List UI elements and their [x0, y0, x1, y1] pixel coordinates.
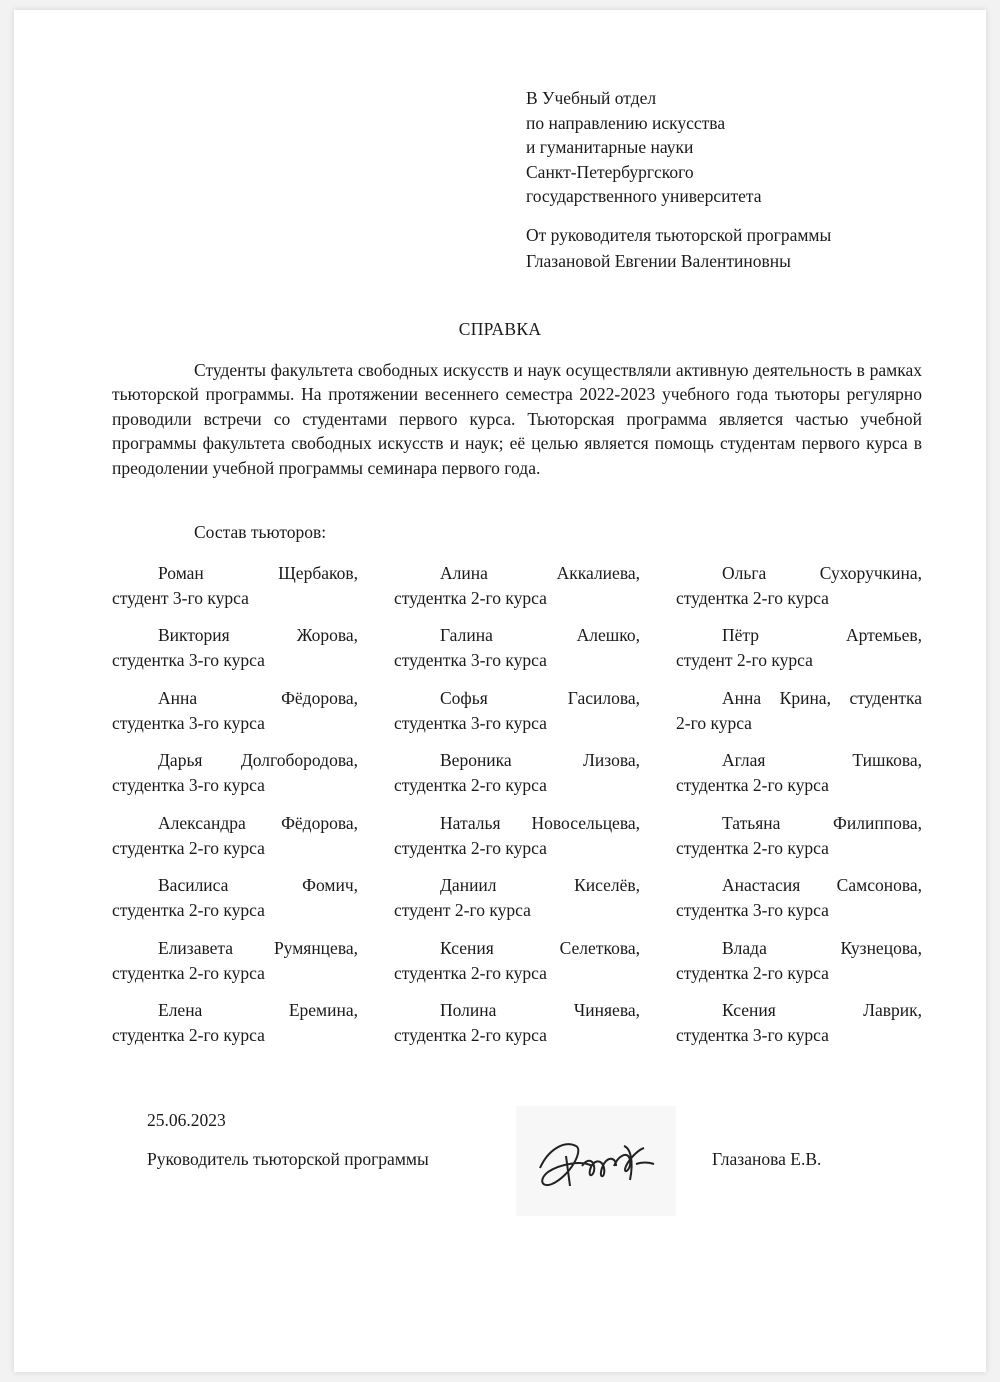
- tutor-name: Александра Фёдорова,: [158, 813, 358, 833]
- tutor-entry: [394, 561, 640, 611]
- tutor-status: студентка 3-го курса: [394, 713, 547, 733]
- tutor-status: студентка 2-го курса: [394, 838, 547, 858]
- tutor-entry: [394, 811, 640, 861]
- addressee-line: и гуманитарные науки: [526, 137, 694, 157]
- tutor-entry: [112, 561, 358, 611]
- tutor-status: студентка 2-го курса: [676, 838, 829, 858]
- tutor-status: студентка 3-го курса: [676, 1025, 829, 1045]
- tutor-status: студентка 2-го курса: [676, 588, 829, 608]
- handwritten-signature-icon: [530, 1120, 662, 1200]
- tutor-status: студентка 3-го курса: [112, 650, 265, 670]
- addressee-line: государственного университета: [526, 186, 762, 206]
- tutor-name: Анна Фёдорова,: [158, 688, 358, 708]
- tutor-name: Елена Еремина,: [158, 1000, 358, 1020]
- document-title: СПРАВКА: [458, 319, 542, 339]
- sender-block: [526, 222, 956, 274]
- tutor-name: Анастасия Самсонова,: [722, 875, 922, 895]
- tutor-name: Наталья Новосельцева,: [440, 813, 640, 833]
- tutor-entry: [676, 748, 922, 798]
- tutor-status: студентка 2-го курса: [112, 900, 265, 920]
- tutor-name: Ольга Сухоручкина,: [722, 563, 922, 583]
- tutor-name: Виктория Жорова,: [158, 625, 358, 645]
- tutor-entry: [676, 686, 922, 736]
- tutor-entry: [112, 873, 358, 923]
- tutor-entry: [394, 873, 640, 923]
- sender-line: Глазановой Евгении Валентиновны: [526, 251, 791, 271]
- tutor-status: студентка 2-го курса: [112, 838, 265, 858]
- tutor-status: 2-го курса: [676, 713, 752, 733]
- tutor-name: Ксения Селеткова,: [440, 938, 640, 958]
- tutor-status: студентка 2-го курса: [394, 775, 547, 795]
- tutor-name: Алина Аккалиева,: [440, 563, 640, 583]
- tutor-name: Пётр Артемьев,: [722, 625, 922, 645]
- addressee-block: [526, 86, 946, 209]
- tutor-name: Аглая Тишкова,: [722, 750, 922, 770]
- tutor-status: студентка 3-го курса: [394, 650, 547, 670]
- tutor-name: Вероника Лизова,: [440, 750, 640, 770]
- tutor-name: Даниил Киселёв,: [440, 875, 640, 895]
- tutor-status: студент 2-го курса: [676, 650, 813, 670]
- addressee-line: по направлению искусства: [526, 112, 726, 133]
- tutor-name: Софья Гасилова,: [440, 688, 640, 708]
- signatory-name: Глазанова Е.В.: [712, 1149, 822, 1169]
- addressee-line: Санкт-Петербургского: [526, 161, 694, 182]
- tutor-name: Полина Чиняева,: [440, 1000, 640, 1020]
- tutor-status: студент 2-го курса: [394, 900, 531, 920]
- tutor-name: Елизавета Румянцева,: [158, 938, 358, 958]
- document-date: 25.06.2023: [147, 1110, 226, 1130]
- tutor-entry: [112, 748, 358, 798]
- tutor-entry: [112, 811, 358, 861]
- tutor-status: студентка 3-го курса: [112, 713, 265, 733]
- tutor-status: студентка 2-го курса: [112, 963, 265, 983]
- tutor-entry: [394, 748, 640, 798]
- tutor-status: студентка 3-го курса: [676, 900, 829, 920]
- tutor-entry: [394, 623, 640, 673]
- tutor-name: Ксения Лаврик,: [722, 1000, 922, 1020]
- tutor-entry: [676, 623, 922, 673]
- tutor-entry: [394, 936, 640, 986]
- sender-line: От руководителя тьюторской программы: [526, 225, 832, 245]
- tutor-entry: [676, 561, 922, 611]
- signature: [516, 1106, 676, 1216]
- tutor-name: Анна Крина, студентка: [722, 688, 922, 708]
- tutor-name: Василиса Фомич,: [158, 875, 358, 895]
- tutor-status: студентка 2-го курса: [394, 963, 547, 983]
- addressee-line: В Учебный отдел: [526, 88, 657, 108]
- tutor-entry: [112, 686, 358, 736]
- tutor-entry: [676, 998, 922, 1048]
- tutor-name: Дарья Долгобородова,: [158, 750, 358, 770]
- tutor-name: Влада Кузнецова,: [722, 938, 922, 958]
- tutor-entry: [676, 873, 922, 923]
- tutor-status: студентка 2-го курса: [112, 1025, 265, 1045]
- body-paragraph: Студенты факультета свободных искусств и наук осуществляли активную деятельность в рамках тьюторской программы. На протяжении весеннего семестра 2022-2023 учебного года тьюторы регулярно проводили встречи со студентами первого курса. Тьюторская программа является частью учебной программы факультета свободных искусств и наук; её целью является помощь студентам первого курса в преодолении учебной программы семинара первого года.: [112, 360, 922, 478]
- tutor-status: студентка 3-го курса: [112, 775, 265, 795]
- tutor-status: студентка 2-го курса: [676, 775, 829, 795]
- tutor-entry: [676, 936, 922, 986]
- tutor-entry: [394, 998, 640, 1048]
- tutor-status: студентка 2-го курса: [676, 963, 829, 983]
- tutor-entry: [112, 623, 358, 673]
- signatory-role: Руководитель тьюторской программы: [147, 1149, 429, 1169]
- tutor-entry: [676, 811, 922, 861]
- tutors-heading: Состав тьюторов:: [194, 522, 327, 542]
- tutor-status: студентка 2-го курса: [394, 588, 547, 608]
- tutor-name: Галина Алешко,: [440, 625, 640, 645]
- tutor-name: Роман Щербаков,: [158, 563, 358, 583]
- tutor-entry: [112, 936, 358, 986]
- tutor-status: студент 3-го курса: [112, 588, 249, 608]
- tutor-entry: [394, 686, 640, 736]
- tutor-name: Татьяна Филиппова,: [722, 813, 922, 833]
- tutor-status: студентка 2-го курса: [394, 1025, 547, 1045]
- tutor-entry: [112, 998, 358, 1048]
